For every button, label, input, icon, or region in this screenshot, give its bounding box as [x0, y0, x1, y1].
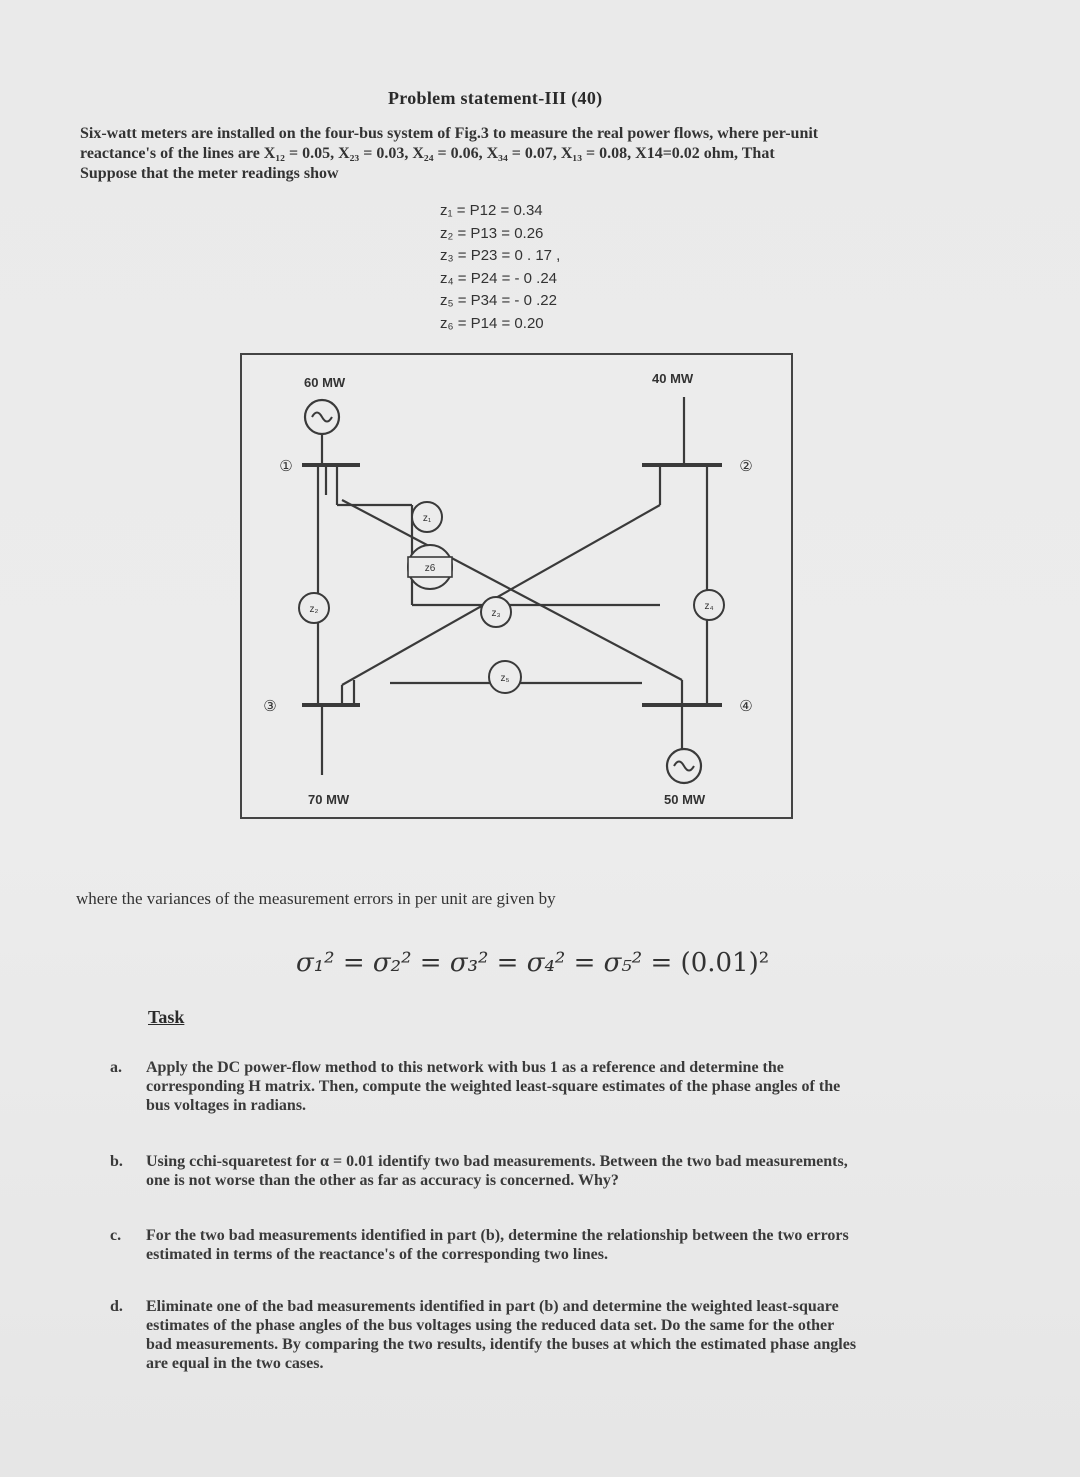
task-marker: b.	[110, 1153, 123, 1170]
meter-reading: z₂ = P13 = 0.26	[440, 224, 544, 242]
task-heading: Task	[148, 1007, 185, 1027]
variance-text: where the variances of the measurement errors in per unit are given by	[76, 889, 556, 908]
meter-readings	[440, 200, 560, 335]
task-line: bus voltages in radians.	[146, 1097, 307, 1114]
meter-label: z₃	[491, 608, 501, 619]
one-line-diagram	[242, 355, 795, 821]
meter-reading: z₄ = P24 = - 0 .24	[440, 269, 558, 287]
task-item-c	[110, 1226, 986, 1264]
meter-reading: z₅ = P34 = - 0 .22	[440, 292, 557, 309]
task-line: Eliminate one of the bad measurements identified in part (b) and determine the weighted least-square	[146, 1298, 839, 1315]
task-marker: c.	[110, 1227, 122, 1244]
problem-title: Problem statement-III (40)	[388, 88, 603, 108]
intro-line: Six-watt meters are installed on the four-bus system of Fig.3 to measure the real power flows, where per-unit	[80, 125, 819, 142]
bus-number-2: ②	[739, 457, 753, 475]
bus-number-3: ③	[263, 697, 277, 715]
bus2-load-label: 40 MW	[652, 371, 694, 386]
intro-line: Suppose that the meter readings show	[80, 165, 339, 182]
variance-formula	[296, 948, 769, 978]
intro-line: reactance's of the lines are X₁₂ = 0.05, X₂₃ = 0.03, X₂₄ = 0.06, X₃₄ = 0.07, X₁₃ = 0.08, X14=0.02 ohm, That	[80, 145, 775, 162]
meter-reading: z₆ = P14 = 0.20	[440, 314, 544, 332]
meter-label: z₂	[309, 604, 319, 615]
formula-lhs: σ₁² = σ₂² = σ₃² = σ₄² = σ₅² =	[296, 948, 673, 978]
task-line: Apply the DC power-flow method to this network with bus 1 as a reference and determine the	[146, 1059, 784, 1076]
task-item-d	[110, 1297, 986, 1373]
meter-reading: z₃ = P23 = 0 . 17 ,	[440, 247, 561, 264]
task-line: For the two bad measurements identified in part (b), determine the relationship between the two errors	[146, 1227, 849, 1244]
task-line: one is not worse than the other as far as accuracy is concerned. Why?	[146, 1172, 619, 1189]
task-line: Using cchi-squaretest for α = 0.01 identify two bad measurements. Between the two bad measurements,	[146, 1153, 848, 1170]
bus-number-1: ①	[279, 457, 293, 475]
task-item-b	[110, 1152, 986, 1190]
task-marker: d.	[110, 1298, 123, 1315]
meter-label: z₁	[422, 513, 432, 524]
formula-rhs: (0.01)²	[680, 948, 770, 978]
meter-label: z6	[424, 563, 436, 574]
meter-label: z₅	[500, 673, 510, 684]
task-line: estimated in terms of the reactance's of the corresponding two lines.	[146, 1246, 608, 1263]
bus1-load-label: 60 MW	[304, 375, 346, 390]
task-item-a	[110, 1058, 986, 1115]
meter-label: z₄	[704, 601, 714, 612]
task-line: corresponding H matrix. Then, compute the weighted least-square estimates of the phase angles of the	[146, 1078, 841, 1095]
task-marker: a.	[110, 1059, 122, 1076]
meter-reading: z₁ = P12 = 0.34	[440, 202, 543, 219]
task-line: bad measurements. By comparing the two results, identify the buses at which the estimated phase angles	[146, 1336, 857, 1353]
four-bus-diagram	[240, 353, 793, 819]
bus-number-4: ④	[739, 697, 753, 715]
task-line: are equal in the two cases.	[146, 1355, 324, 1372]
task-line: estimates of the phase angles of the bus voltages using the reduced data set. Do the same for the other	[146, 1317, 835, 1334]
bus4-load-label: 50 MW	[664, 792, 706, 807]
bus3-load-label: 70 MW	[308, 792, 350, 807]
intro-paragraph	[80, 124, 960, 184]
